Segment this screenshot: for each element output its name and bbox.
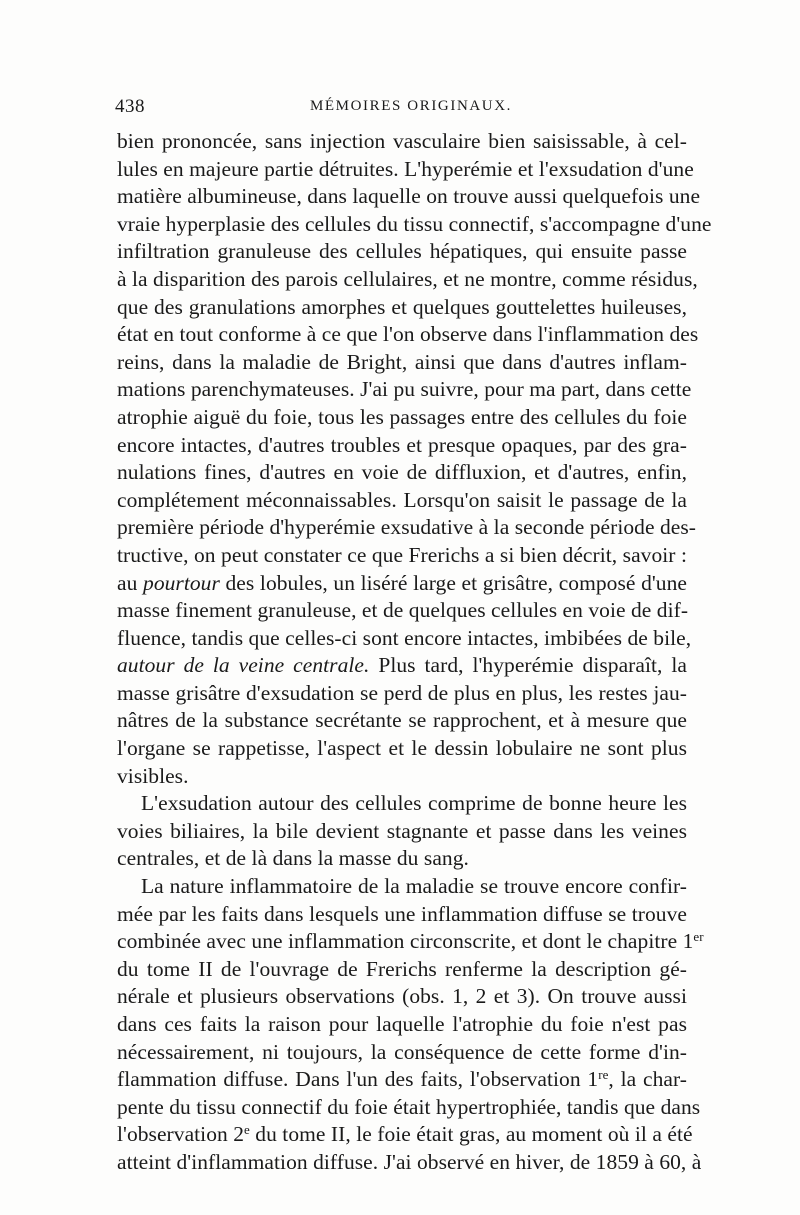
paragraph-1 — [117, 128, 712, 790]
page-number: 438 — [115, 96, 145, 117]
text-run: , la char- — [608, 1067, 687, 1092]
running-title: MÉMOIRES ORIGINAUX. — [309, 98, 513, 114]
text-line: état en tout conforme à ce que l'on observe dans l'inflammation des — [117, 322, 699, 347]
running-head — [115, 96, 685, 120]
text-line: que des granulations amorphes et quelques gouttelettes huileuses, — [117, 294, 687, 319]
text-line: lules en majeure partie détruites. L'hyperémie et l'exsudation d'une — [117, 156, 694, 181]
text-line: voies biliaires, la bile devient stagnante et passe dans les veines — [117, 818, 687, 843]
text-line: première période d'hyperémie exsudative à la seconde période des- — [117, 515, 697, 540]
text-run: combinée avec une inflammation circonscrite, et dont le chapitre 1 — [117, 929, 694, 954]
text-line: L'exsudation autour des cellules comprime de bonne heure les — [141, 791, 687, 816]
text-line: dans ces faits la raison pour laquelle l'atrophie du foie n'est pas — [117, 1012, 687, 1036]
text-line: mations parenchymateuses. J'ai pu suivre, pour ma part, dans cette — [117, 377, 692, 402]
text-line: nécessairement, ni toujours, la conséquence de cette forme d'in- — [117, 1039, 687, 1064]
text-line: pente du tissu connectif du foie était hypertrophiée, tandis que dans — [117, 1094, 701, 1119]
text-line: vraie hyperplasie des cellules du tissu connectif, s'accompagne d'une — [117, 211, 712, 236]
text-line — [117, 652, 687, 680]
text-line — [117, 1066, 687, 1094]
text-line: tructive, on peut constater ce que Frerichs a si bien décrit, savoir : — [117, 542, 687, 567]
italic-text: autour de la veine centrale. — [117, 653, 370, 678]
text-line: masse finement granuleuse, et de quelques cellules en voie de dif- — [117, 598, 689, 623]
text-line: fluence, tandis que celles-ci sont encore intactes, imbibées de bile, — [117, 625, 692, 650]
text-line: nulations fines, d'autres en voie de diffluxion, et d'autres, enfin, — [117, 460, 687, 485]
text-run: l'observation 2 — [117, 1122, 245, 1147]
text-line: atrophie aiguë du foie, tous les passages entre des cellules du foie — [117, 404, 687, 429]
text-line — [117, 928, 704, 956]
paragraph-3 — [117, 873, 704, 1177]
text-run: flammation diffuse. Dans l'un des faits, l'observation 1 — [117, 1067, 599, 1092]
text-line: nâtres de la substance secrétante se rapprochent, et à mesure que — [117, 708, 687, 733]
text-line: encore intactes, d'autres troubles et presque opaques, par des gra- — [117, 432, 687, 457]
paragraph-2 — [117, 790, 687, 873]
text-run: Plus tard, l'hyperémie disparaît, la — [369, 653, 687, 678]
text-line: infiltration granuleuse des cellules hépatiques, qui ensuite passe — [117, 239, 687, 264]
body-text — [117, 128, 712, 1177]
text-line — [117, 1121, 693, 1149]
text-line: masse grisâtre d'exsudation se perd de plus en plus, les restes jau- — [117, 680, 687, 705]
text-line: du tome II de l'ouvrage de Frerichs renferme la description gé- — [117, 956, 687, 981]
text-line: mée par les faits dans lesquels une inflammation diffuse se trouve — [117, 901, 687, 926]
text-line — [117, 570, 687, 598]
text-run: du tome II, le foie était gras, au moment où il a été — [249, 1122, 693, 1147]
superscript: e — [244, 1122, 250, 1138]
text-line: matière albumineuse, dans laquelle on trouve aussi quelquefois une — [117, 184, 701, 209]
text-line: atteint d'inflammation diffuse. J'ai observé en hiver, de 1859 à 60, à — [117, 1149, 702, 1174]
superscript: er — [693, 929, 704, 945]
text-line: reins, dans la maladie de Bright, ainsi que dans d'autres inflam- — [117, 349, 687, 374]
italic-text: pourtour — [143, 570, 220, 595]
text-line: à la disparition des parois cellulaires, et ne montre, comme résidus, — [117, 266, 698, 291]
text-line: nérale et plusieurs observations (obs. 1, 2 et 3). On trouve aussi — [117, 984, 687, 1009]
text-line: visibles. — [117, 763, 189, 788]
text-line: centrales, et de là dans la masse du sang. — [117, 846, 469, 871]
text-run: des lobules, un liséré large et grisâtre, composé d'une — [219, 570, 687, 595]
superscript: re — [598, 1067, 609, 1083]
text-line: complétement méconnaissables. Lorsqu'on saisit le passage de la — [117, 487, 687, 512]
text-run: au — [117, 570, 144, 595]
text-line: La nature inflammatoire de la maladie se trouve encore confir- — [141, 874, 687, 899]
text-line: bien prononcée, sans injection vasculaire bien saisissable, à cel- — [117, 129, 687, 153]
text-line: l'organe se rappetisse, l'aspect et le dessin lobulaire ne sont plus — [117, 736, 687, 761]
